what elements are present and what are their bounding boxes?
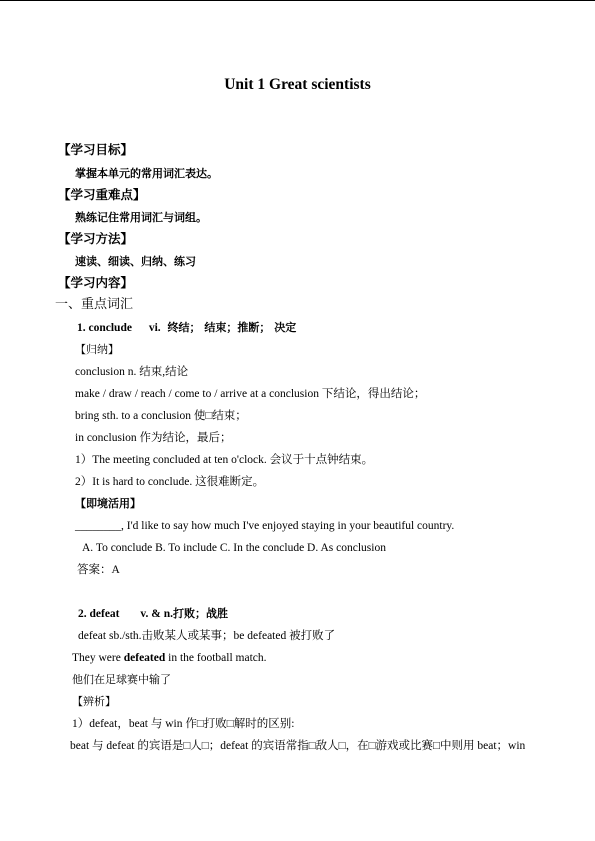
goal-heading: 【学习目标】 bbox=[58, 142, 134, 157]
key-points-text: 熟练记住常用词汇与词组。 bbox=[75, 211, 207, 224]
word1-header bbox=[77, 321, 296, 335]
word1-line: make / draw / reach / come to / arrive at a conclusion 下结论，得出结论； bbox=[75, 388, 426, 400]
word1-line: in conclusion 作为结论，最后； bbox=[75, 432, 232, 444]
word1-line: bring sth. to a conclusion 使□结束； bbox=[75, 410, 247, 422]
word2-example-post: in the football match. bbox=[165, 652, 267, 664]
word2-meaning: 打败；战胜 bbox=[172, 607, 228, 620]
word1-answer: 答案：A bbox=[77, 564, 120, 576]
word1-summary-label: 【归纳】 bbox=[75, 343, 119, 356]
word2-example-pre: They were bbox=[72, 652, 124, 664]
word2-example-cn: 他们在足球赛中输了 bbox=[72, 673, 171, 686]
page-top-border bbox=[0, 0, 595, 1]
methods-text: 速读、细读、归纳、练习 bbox=[75, 255, 196, 268]
word2-example bbox=[72, 651, 267, 665]
word2-entry: 2. defeat bbox=[78, 608, 120, 620]
word1-options: A. To conclude B. To include C. In the conclude D. As conclusion bbox=[82, 542, 386, 554]
word2-pos: v. & n. bbox=[140, 608, 173, 620]
section1-heading: 一、重点词汇 bbox=[55, 297, 134, 312]
word1-question: ________, I'd like to say how much I've enjoyed staying in your beautiful country. bbox=[75, 520, 455, 532]
page-title: Unit 1 Great scientists bbox=[224, 76, 371, 93]
word2-header bbox=[78, 607, 228, 621]
word1-practice-label: 【即境活用】 bbox=[75, 497, 141, 510]
word1-meaning: 终结； 结束；推断； 决定 bbox=[167, 321, 297, 334]
word1-pos: vi. bbox=[148, 322, 161, 334]
word1-line: 2）It is hard to conclude. 这很难断定。 bbox=[75, 476, 265, 488]
word2-analysis-line: beat 与 defeat 的宾语是□人□；defeat 的宾语常指□敌人□，在□游戏或比赛□中则用 beat；win bbox=[70, 740, 526, 752]
word2-analysis-label: 【辨析】 bbox=[72, 695, 116, 708]
content-heading: 【学习内容】 bbox=[58, 275, 134, 290]
word2-analysis-line: 1）defeat，beat 与 win 作□打败□解时的区别: bbox=[72, 718, 295, 730]
goal-text: 掌握本单元的常用词汇表达。 bbox=[75, 167, 218, 180]
methods-heading: 【学习方法】 bbox=[58, 231, 134, 246]
word1-entry: 1. conclude bbox=[77, 322, 132, 334]
key-points-heading: 【学习重难点】 bbox=[58, 187, 146, 202]
word2-usage: defeat sb./sth.击败某人或某事；be defeated 被打败了 bbox=[78, 630, 336, 642]
word1-line: conclusion n. 结束,结论 bbox=[75, 366, 189, 378]
word2-example-bold: defeated bbox=[123, 652, 166, 664]
word1-line: 1）The meeting concluded at ten o'clock. 会议于十点钟结束。 bbox=[75, 454, 374, 466]
